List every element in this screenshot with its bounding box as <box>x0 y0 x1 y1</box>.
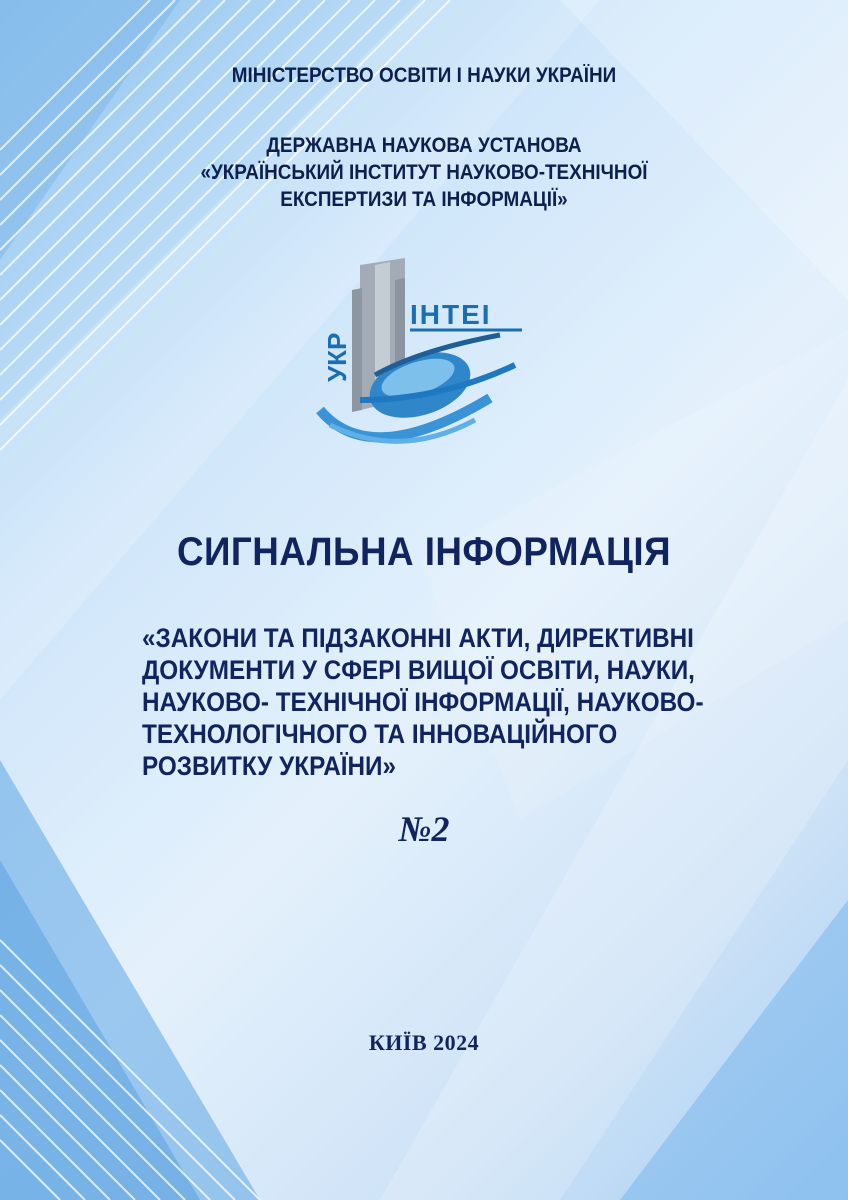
document-title: СИГНАЛЬНА ІНФОРМАЦІЯ <box>176 530 672 574</box>
logo-text-intei: ІНТЕІ <box>410 299 492 330</box>
institution-line: ЕКСПЕРТИЗИ ТА ІНФОРМАЦІЇ» <box>280 188 568 211</box>
subtitle-line: ТЕХНОЛОГІЧНОГО ТА ІННОВАЦІЙНОГО <box>142 719 618 749</box>
institution-name <box>42 132 805 213</box>
institution-line: ДЕРЖАВНА НАУКОВА УСТАНОВА <box>266 134 582 157</box>
document-subtitle <box>142 622 718 782</box>
city-year: КИЇВ 2024 <box>368 1030 480 1055</box>
subtitle-line: «ЗАКОНИ ТА ПІДЗАКОННІ АКТИ, ДИРЕКТИВНІ <box>142 623 694 653</box>
institution-line: «УКРАЇНСЬКИЙ ІНСТИТУТ НАУКОВО-ТЕХНІЧНОЇ <box>200 161 648 184</box>
logo-text-ukr: УКР <box>322 332 352 382</box>
issue-number: №2 <box>398 809 450 849</box>
subtitle-line: ДОКУМЕНТИ У СФЕРІ ВИЩОЇ ОСВІТИ, НАУКИ, <box>142 655 695 685</box>
ministry-name: МІНІСТЕРСТВО ОСВІТИ І НАУКИ УКРАЇНИ <box>231 64 617 87</box>
subtitle-line: НАУКОВО- ТЕХНІЧНОЇ ІНФОРМАЦІЇ, НАУКОВО- <box>142 687 704 717</box>
ukrintei-logo-icon <box>300 250 540 460</box>
subtitle-line: РОЗВИТКУ УКРАЇНИ» <box>142 751 396 781</box>
